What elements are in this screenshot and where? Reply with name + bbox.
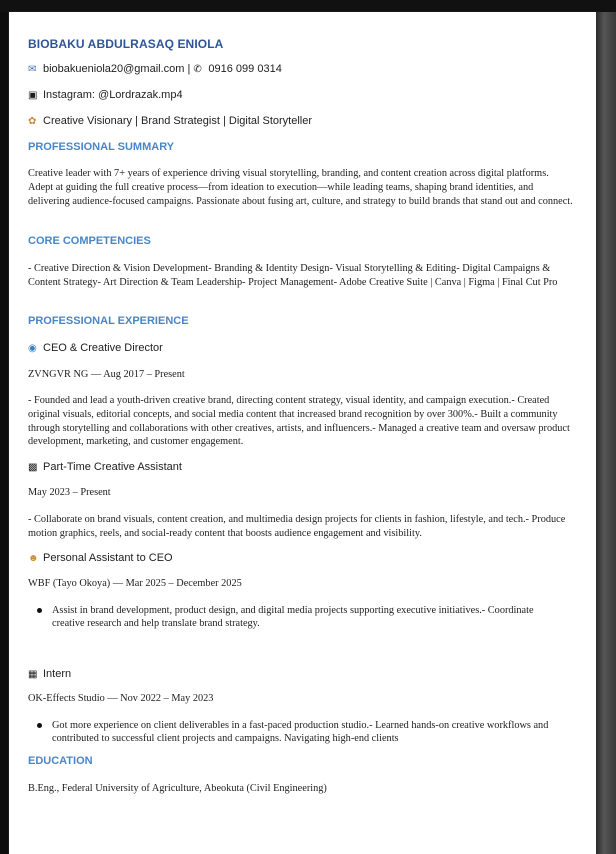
job-role-2: [28, 461, 182, 473]
contact-line: [28, 63, 282, 75]
video-camera-icon: ▩: [28, 462, 38, 473]
instagram-line: [28, 89, 183, 101]
tagline-text: Creative Visionary | Brand Strategist | Digital Storyteller: [43, 115, 313, 127]
phone-icon: ✆: [193, 64, 202, 75]
job-role-label: Intern: [43, 668, 72, 680]
section-heading-experience: PROFESSIONAL EXPERIENCE: [28, 315, 189, 327]
instagram-text: Instagram: @Lordrazak.mp4: [43, 89, 183, 101]
email-icon: ✉: [28, 64, 37, 75]
job-role-3: [28, 552, 173, 564]
job-role-label: Part-Time Creative Assistant: [43, 461, 182, 473]
job-meta-3: WBF (Tayo Okoya) — Mar 2025 – December 2025: [28, 578, 242, 589]
candidate-name: BIOBAKU ABDULRASAQ ENIOLA: [28, 37, 224, 51]
tagline-line: [28, 115, 312, 127]
list-item: [52, 604, 562, 630]
job-role-4: [28, 668, 71, 680]
bullet-text: Assist in brand development, product design, and digital media projects supporting executive initiatives.- Coordinate creative research and help translate brand strategy.: [52, 605, 534, 629]
education-text: B.Eng., Federal University of Agriculture, Abeokuta (Civil Engineering): [28, 783, 327, 794]
section-heading-summary: PROFESSIONAL SUMMARY: [28, 141, 175, 153]
section-heading-competencies: CORE COMPETENCIES: [28, 235, 151, 247]
bullet-text: Got more experience on client deliverables in a fast-paced production studio.- Learned hands-on creative workflows and contributed to successful client projects and campaigns. Navigating high-end clients: [52, 720, 549, 744]
job-role-label: CEO & Creative Director: [43, 342, 163, 354]
page-edge-strip: [596, 12, 616, 854]
phone-text: 0916 099 0314: [208, 63, 282, 75]
job-role-label: Personal Assistant to CEO: [43, 552, 173, 564]
job-details-1: - Founded and lead a youth-driven creative brand, directing content strategy, visual identity, and campaign execution.- Created original visuals, editorial concepts, and social media content that increased brand recognition by over 300%.- Built a community through storytelling and collaborations with other creatives, artists, and influencers.- Managed a creative team and oversaw product development, marketing, and customer engagement.: [28, 395, 570, 448]
section-heading-education: EDUCATION: [28, 755, 93, 767]
email-text: biobakueniola20@gmail.com: [43, 63, 185, 75]
clapper-board-icon: ▦: [28, 669, 38, 680]
bullet-dot: [37, 723, 42, 728]
office-worker-icon: ☻: [28, 553, 39, 564]
list-item: [52, 719, 562, 745]
job-role-1: [28, 342, 163, 354]
job-details-2: - Collaborate on brand visuals, content creation, and multimedia design projects for clients in fashion, lifestyle, and tech.- Produce motion graphics, reels, and social-ready content that boosts audience engagement and visibility.: [28, 514, 566, 539]
resume-page: [9, 12, 596, 854]
summary-text: Creative leader with 7+ years of experience driving visual storytelling, branding, and content creation across digital platforms. Adept at guiding the full creative process—from ideation to execution—while leading teams, shaping brand identities, and delivering audience-focused campaigns. Passionate about fusing art, culture, and strategy to build brands that stand out and connect.: [28, 168, 573, 207]
job-meta-4: OK-Effects Studio — Nov 2022 – May 2023: [28, 693, 214, 704]
bullet-dot: [37, 608, 42, 613]
contact-separator: |: [187, 63, 191, 75]
palette-icon: ✿: [28, 116, 37, 127]
top-bar: [0, 0, 616, 12]
camera-icon: ▣: [28, 90, 38, 101]
job-meta-2: May 2023 – Present: [28, 487, 111, 498]
globe-icon: ◉: [28, 343, 37, 354]
competencies-text: - Creative Direction & Vision Development- Branding & Identity Design- Visual Storytelling & Editing- Digital Campaigns & Content Strategy- Art Direction & Team Leadership- Project Management- Adobe Creative Suite | Canva | Figma | Final Cut Pro: [28, 263, 558, 288]
job-meta-1: ZVNGVR NG — Aug 2017 – Present: [28, 369, 185, 380]
